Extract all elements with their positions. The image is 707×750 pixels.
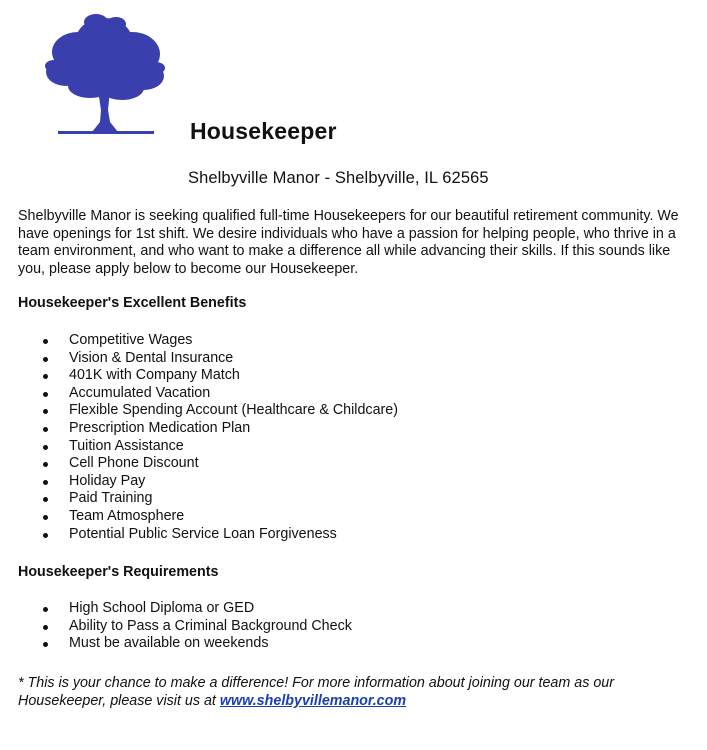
requirement-label: High School Diploma or GED — [69, 600, 255, 616]
bullet-icon — [43, 480, 48, 485]
requirement-label: Ability to Pass a Criminal Background Check — [69, 617, 352, 634]
closing-paragraph — [18, 675, 698, 710]
list-item — [0, 508, 398, 526]
bullet-icon — [43, 445, 48, 450]
benefit-label: Tuition Assistance — [69, 437, 184, 454]
location-line: Shelbyville Manor - Shelbyville, IL 62565 — [188, 169, 489, 187]
list-item — [0, 420, 398, 438]
benefit-label: Potential Public Service Loan Forgiveness — [69, 525, 337, 542]
bullet-icon — [43, 533, 48, 538]
benefit-label: Flexible Spending Account (Healthcare & Childcare) — [69, 402, 399, 419]
list-item — [0, 385, 398, 403]
list-item — [0, 526, 398, 544]
requirement-label: Must be available on weekends — [69, 635, 269, 652]
benefits-heading: Housekeeper's Excellent Benefits — [18, 295, 247, 311]
job-title: Housekeeper — [190, 118, 337, 144]
job-intro: Shelbyville Manor is seeking qualified full-time Housekeepers for our beautiful retirement community. We have openings for 1st shift. We desire individuals who have a passion for helping people, who thrive in a team environment, and who want to make a difference all while advancing their skills. If this sounds like you, please apply below to become our Housekeeper. — [18, 208, 679, 278]
benefit-label: Prescription Medication Plan — [69, 419, 251, 436]
benefit-label: Team Atmosphere — [69, 507, 185, 524]
bullet-icon — [43, 409, 48, 414]
list-item — [0, 455, 398, 473]
list-item — [0, 618, 352, 636]
bullet-icon — [43, 357, 48, 362]
list-item — [0, 402, 398, 420]
list-item — [0, 490, 398, 508]
benefit-label: Paid Training — [69, 490, 153, 507]
bullet-icon — [43, 497, 48, 502]
bullet-icon — [43, 625, 48, 630]
benefit-label: Accumulated Vacation — [69, 384, 211, 401]
bullet-icon — [43, 462, 48, 467]
benefit-label: Vision & Dental Insurance — [69, 349, 234, 366]
closing-text: * This is your chance to make a difference! For more information about joining our team as our Housekeeper, please visit us at — [18, 675, 614, 709]
bullet-icon — [43, 515, 48, 520]
bullet-icon — [43, 392, 48, 397]
list-item — [0, 438, 398, 456]
tree-icon — [44, 10, 166, 138]
list-item — [0, 332, 398, 350]
bullet-icon — [43, 607, 48, 612]
requirements-list — [0, 600, 352, 653]
list-item — [0, 367, 398, 385]
list-item — [0, 473, 398, 491]
benefits-list — [0, 332, 398, 543]
list-item — [0, 635, 352, 653]
benefit-label: 401K with Company Match — [69, 367, 240, 384]
bullet-icon — [43, 374, 48, 379]
benefit-label: Holiday Pay — [69, 472, 146, 489]
website-link[interactable]: www.shelbyvillemanor.com — [219, 692, 407, 709]
bullet-icon — [43, 339, 48, 344]
list-item — [0, 350, 398, 368]
bullet-icon — [43, 427, 48, 432]
requirements-heading: Housekeeper's Requirements — [18, 564, 219, 580]
benefit-label: Cell Phone Discount — [69, 455, 199, 472]
bullet-icon — [43, 642, 48, 647]
benefit-label: Competitive Wages — [69, 332, 193, 348]
list-item — [0, 600, 352, 618]
